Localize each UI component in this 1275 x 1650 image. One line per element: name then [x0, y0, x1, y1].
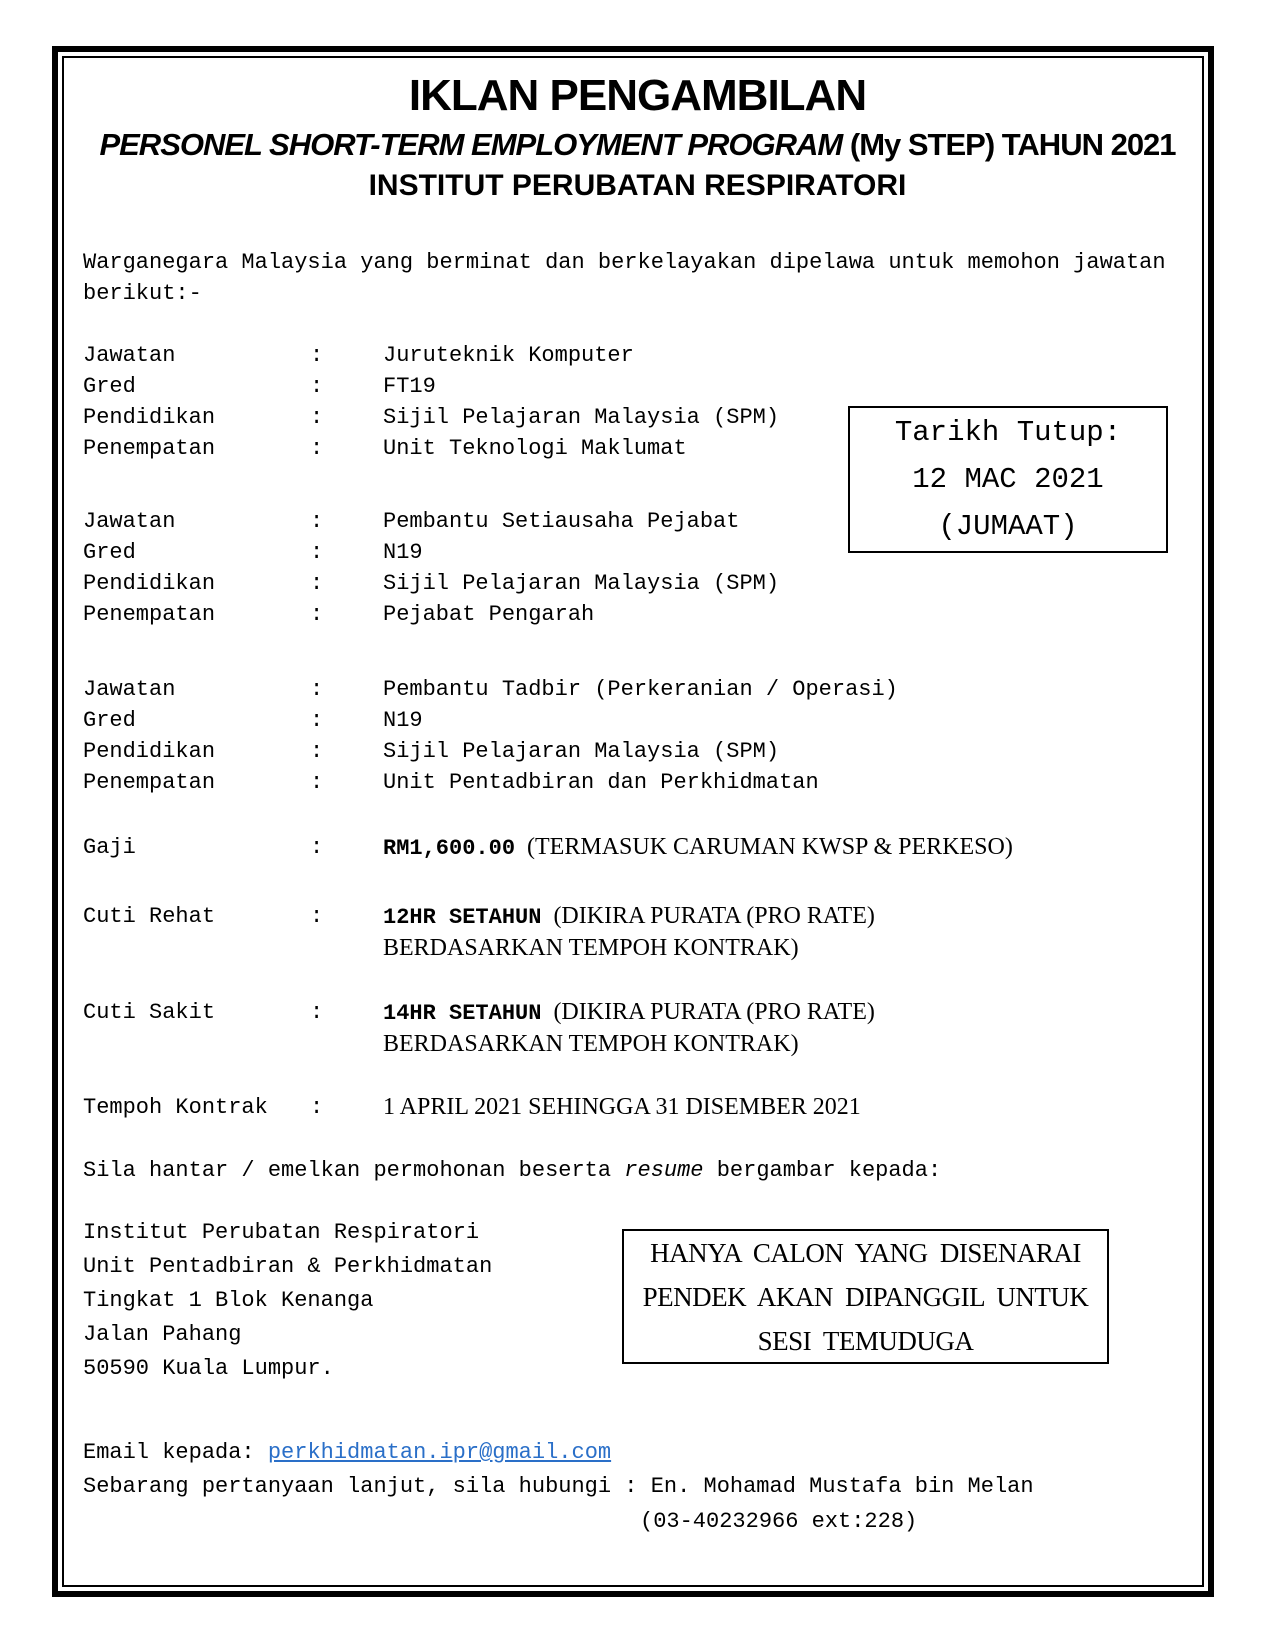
closing-date-value: 12 MAC 2021 — [912, 463, 1104, 496]
field-value — [383, 901, 1053, 965]
contact-phone: (03-40232966 ext:228) — [640, 1509, 918, 1534]
intro-paragraph: Warganegara Malaysia yang berminat dan berkelayakan dipelawa untuk memohon jawatan berikut:- — [83, 250, 1166, 306]
field-label: Gaji — [83, 835, 136, 860]
salary-amount: RM1,600.00 — [383, 836, 516, 861]
address-line: Unit Pentadbiran & Perkhidmatan — [83, 1254, 493, 1279]
field-colon: : — [310, 708, 324, 733]
job-listing-3 — [83, 674, 1193, 798]
field-value: Sijil Pelajaran Malaysia (SPM) — [383, 571, 780, 596]
shortlist-notice-line: PENDEK AKAN DIPANGGIL UNTUK — [642, 1281, 1089, 1312]
job-field-row — [83, 371, 1193, 402]
closing-date-label: Tarikh Tutup: — [894, 416, 1122, 449]
address-line: Tingkat 1 Blok Kenanga — [83, 1288, 374, 1313]
field-colon: : — [310, 343, 324, 368]
closing-date-day: (JUMAAT) — [938, 510, 1078, 543]
field-colon: : — [310, 571, 324, 596]
field-label: Jawatan — [83, 677, 176, 702]
field-label: Pendidikan — [83, 405, 216, 430]
field-label: Jawatan — [83, 343, 176, 368]
field-colon: : — [310, 436, 324, 461]
field-label: Pendidikan — [83, 739, 216, 764]
field-label: Pendidikan — [83, 571, 216, 596]
field-colon: : — [310, 1000, 324, 1025]
email-line — [83, 1437, 611, 1468]
field-value: Juruteknik Komputer — [383, 343, 634, 368]
job-field-row — [83, 537, 1193, 568]
contract-period-row — [83, 1092, 1193, 1124]
page-title: IKLAN PENGAMBILAN — [408, 71, 867, 120]
field-label: Jawatan — [83, 509, 176, 534]
subtitle-year: (My STEP) TAHUN 2021 — [842, 127, 1176, 162]
job-field-row — [83, 767, 1193, 798]
subtitle-program-name: PERSONEL SHORT-TERM EMPLOYMENT PROGRAM — [99, 127, 843, 162]
field-label: Penempatan — [83, 436, 216, 461]
email-label: Email kepada: — [83, 1440, 268, 1465]
field-value: N19 — [383, 708, 423, 733]
job-field-row — [83, 736, 1193, 767]
annual-leave-amount: 12HR SETAHUN — [383, 905, 542, 930]
send-resume-word: resume — [624, 1158, 704, 1183]
field-colon: : — [310, 374, 324, 399]
job-field-row — [83, 506, 1193, 537]
field-value — [383, 1092, 1053, 1124]
sick-leave-row — [83, 997, 1193, 1061]
field-value — [383, 997, 1053, 1061]
mailing-address — [83, 1216, 603, 1386]
annual-leave-row — [83, 901, 1193, 965]
contract-period-value: 1 APRIL 2021 SEHINGGA 31 DISEMBER 2021 — [383, 1094, 861, 1120]
field-value: Pembantu Setiausaha Pejabat — [383, 509, 740, 534]
send-post: bergambar kepada: — [703, 1158, 942, 1183]
sick-leave-amount: 14HR SETAHUN — [383, 1001, 542, 1026]
field-label: Cuti Sakit — [83, 1000, 216, 1025]
field-colon: : — [310, 904, 324, 929]
field-label: Cuti Rehat — [83, 904, 216, 929]
field-label: Penempatan — [83, 602, 216, 627]
field-colon: : — [310, 770, 324, 795]
field-label: Gred — [83, 374, 136, 399]
address-line: Jalan Pahang — [83, 1322, 242, 1347]
job-listing-2 — [83, 506, 1193, 630]
send-instruction — [83, 1155, 1188, 1186]
field-value — [383, 832, 1053, 864]
field-colon: : — [310, 677, 324, 702]
field-label: Gred — [83, 540, 136, 565]
field-label: Gred — [83, 708, 136, 733]
field-value: Unit Pentadbiran dan Perkhidmatan — [383, 770, 819, 795]
field-colon: : — [310, 739, 324, 764]
salary-note: (TERMASUK CARUMAN KWSP & PERKESO) — [527, 834, 1013, 860]
address-line: Institut Perubatan Respiratori — [83, 1220, 480, 1245]
annual-leave-note: (DIKIRA PURATA (PRO RATE) BERDASARKAN TEMPOH KONTRAK) — [383, 903, 875, 961]
institution-name: INSTITUT PERUBATAN RESPIRATORI — [368, 169, 907, 202]
job-field-row — [83, 340, 1193, 371]
field-value: Pejabat Pengarah — [383, 602, 595, 627]
shortlist-notice-line: HANYA CALON YANG DISENARAI — [650, 1237, 1081, 1268]
job-field-row — [83, 568, 1193, 599]
send-pre: Sila hantar / emelkan permohonan beserta — [83, 1158, 625, 1183]
page-subtitle — [68, 127, 1207, 163]
job-field-row — [83, 674, 1193, 705]
field-value: Pembantu Tadbir (Perkeranian / Operasi) — [383, 677, 898, 702]
field-value: N19 — [383, 540, 423, 565]
email-link[interactable]: perkhidmatan.ipr@gmail.com — [267, 1440, 612, 1465]
contact-line: Sebarang pertanyaan lanjut, sila hubungi : En. Mohamad Mustafa bin Melan — [83, 1474, 1034, 1499]
field-colon: : — [310, 835, 324, 860]
job-field-row — [83, 599, 1193, 630]
sick-leave-note: (DIKIRA PURATA (PRO RATE) BERDASARKAN TEMPOH KONTRAK) — [383, 999, 875, 1057]
field-colon: : — [310, 602, 324, 627]
job-field-row — [83, 705, 1193, 736]
field-colon: : — [310, 1095, 324, 1120]
field-colon: : — [310, 509, 324, 534]
address-line: 50590 Kuala Lumpur. — [83, 1356, 334, 1381]
field-value: Unit Teknologi Maklumat — [383, 436, 687, 461]
field-value: Sijil Pelajaran Malaysia (SPM) — [383, 405, 780, 430]
shortlist-notice-box — [622, 1229, 1109, 1364]
field-label: Penempatan — [83, 770, 216, 795]
salary-row — [83, 832, 1193, 864]
shortlist-notice-line: SESI TEMUDUGA — [757, 1325, 974, 1356]
field-label: Tempoh Kontrak — [83, 1095, 268, 1120]
field-value: FT19 — [383, 374, 436, 399]
field-colon: : — [310, 405, 324, 430]
field-value: Sijil Pelajaran Malaysia (SPM) — [383, 739, 780, 764]
field-colon: : — [310, 540, 324, 565]
